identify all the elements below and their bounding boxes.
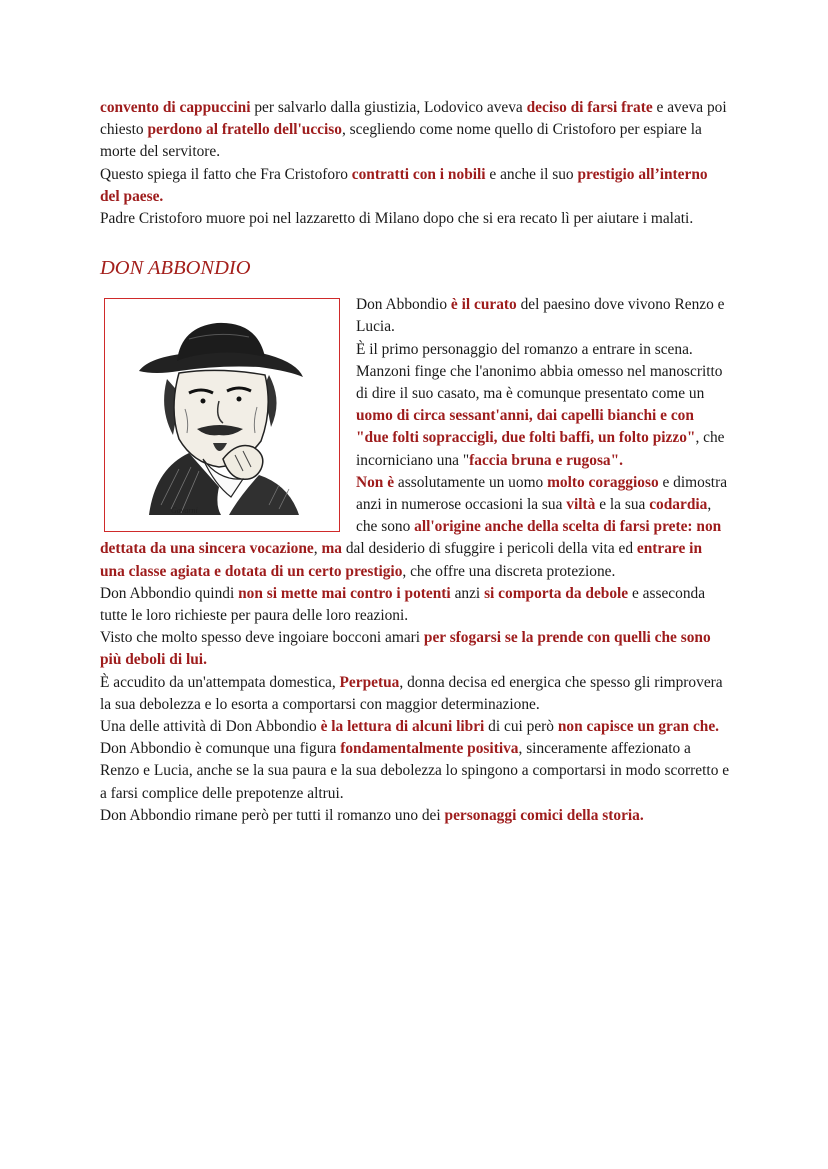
paragraph (100, 97, 730, 164)
highlighted-text: fondamentalmente positiva (340, 740, 519, 758)
section-title: DON ABBONDIO (100, 257, 251, 280)
highlighted-text: uomo di circa sessant'anni, dai capelli bianchi e con "due folti sopraccigli, due folti baffi, un folto pizzo" (356, 407, 696, 447)
text-run: , (313, 540, 322, 558)
highlighted-text: non capisce un gran che. (557, 718, 720, 736)
text-run: È il primo personaggio del romanzo a entrare in scena. (356, 340, 693, 358)
text-run: , sinceramente affezionato a Renzo e Lucia, anche se la sua paura e la sua debolezza lo spingono a comportarsi in modo scorretto e a farsi complice delle prepotenze altrui. (100, 740, 730, 802)
text-run: di cui però (484, 718, 558, 736)
text-run: , donna decisa ed energica che spesso gli rimprovera la sua debolezza e lo esorta a comportarsi con maggior determinazione. (100, 673, 723, 713)
paragraph (100, 805, 730, 827)
paragraph (100, 583, 730, 627)
text-run: e anche il suo (485, 165, 578, 183)
text-run: , che incorniciano una " (356, 429, 725, 469)
text-run: anzi (450, 584, 485, 602)
paragraph (100, 627, 730, 671)
text-run: È accudito da un'attempata domestica, (100, 673, 340, 691)
text-run: assolutamente un uomo (394, 473, 548, 491)
document-page (100, 97, 730, 827)
text-run: Questo spiega il fatto che Fra Cristoforo (100, 165, 352, 183)
text-run: per salvarlo dalla giustizia, Lodovico aveva (250, 99, 527, 116)
text-run: del paesino dove vivono Renzo e Lucia. (356, 296, 725, 336)
highlighted-text: codardia (649, 496, 708, 514)
highlighted-text: all'origine anche della scelta di farsi prete: non dettata da una sincera vocazione (100, 518, 722, 558)
highlighted-text: entrare in una classe agiata e dotata di un certo prestigio (100, 540, 703, 580)
highlighted-text: è il curato (450, 296, 517, 314)
highlighted-text: si comporta da debole (484, 584, 629, 602)
highlighted-text: perdono al fratello dell'ucciso (147, 121, 342, 139)
text-run: Don Abbondio quindi (100, 584, 239, 602)
highlighted-text: personaggi comici della storia. (444, 806, 644, 824)
highlighted-text: deciso di farsi frate (526, 99, 653, 116)
text-run: , che sono (356, 496, 712, 536)
highlighted-text: ma (321, 540, 342, 558)
text-run: Don Abbondio è comunque una figura (100, 740, 341, 758)
highlighted-text: è la lettura di alcuni libri (320, 718, 485, 736)
highlighted-text: contratti con i nobili (351, 165, 486, 183)
text-run: e asseconda tutte le loro richieste per paura delle loro reazioni. (100, 584, 706, 625)
paragraph (100, 672, 730, 716)
intro-text (100, 97, 730, 230)
text-run: Visto che molto spesso deve ingoiare bocconi amari (100, 629, 424, 647)
highlighted-text: non si mette mai contro i potenti (238, 584, 451, 602)
highlighted-text: per sfogarsi se la prende con quelli che sono più deboli di lui. (100, 629, 711, 669)
artist-signature: Gavarni (171, 506, 198, 516)
text-run: Don Abbondio rimane però per tutti il romanzo uno dei (100, 806, 445, 824)
text-run: Una delle attività di Don Abbondio (100, 718, 321, 736)
text-run: dal desiderio di sfuggire i pericoli della vita ed (341, 540, 637, 558)
text-run: Don Abbondio (356, 296, 451, 314)
paragraph (100, 164, 730, 208)
highlighted-text: prestigio all’interno del paese. (100, 165, 708, 205)
paragraph (100, 716, 730, 738)
portrait-frame (104, 298, 340, 532)
paragraph (100, 738, 730, 805)
text-run: e dimostra anzi in numerose occasioni la sua (356, 473, 728, 514)
text-run: e la sua (595, 496, 650, 514)
highlighted-text: faccia bruna e rugosa". (469, 451, 624, 469)
text-run: e aveva poi chiesto (100, 99, 727, 139)
paragraph (100, 208, 730, 230)
highlighted-text: viltà (566, 496, 596, 514)
highlighted-text: Perpetua (339, 673, 400, 691)
text-run: , scegliendo come nome quello di Cristoforo per espiare la morte del servitore. (100, 121, 702, 161)
highlighted-text: convento di cappuccini (100, 99, 251, 116)
portrait-illustration (119, 309, 325, 521)
text-run: , che offre una discreta protezione. (402, 562, 616, 580)
text-run: Manzoni finge che l'anonimo abbia omesso nel manoscritto di dire il suo casato, ma è comunque presentato come un (356, 362, 723, 403)
text-run: Padre Cristoforo muore poi nel lazzaretto di Milano dopo che si era recato lì per aiutare i malati. (100, 210, 694, 228)
highlighted-text: molto coraggioso (547, 473, 659, 491)
highlighted-text: Non è (356, 473, 395, 491)
